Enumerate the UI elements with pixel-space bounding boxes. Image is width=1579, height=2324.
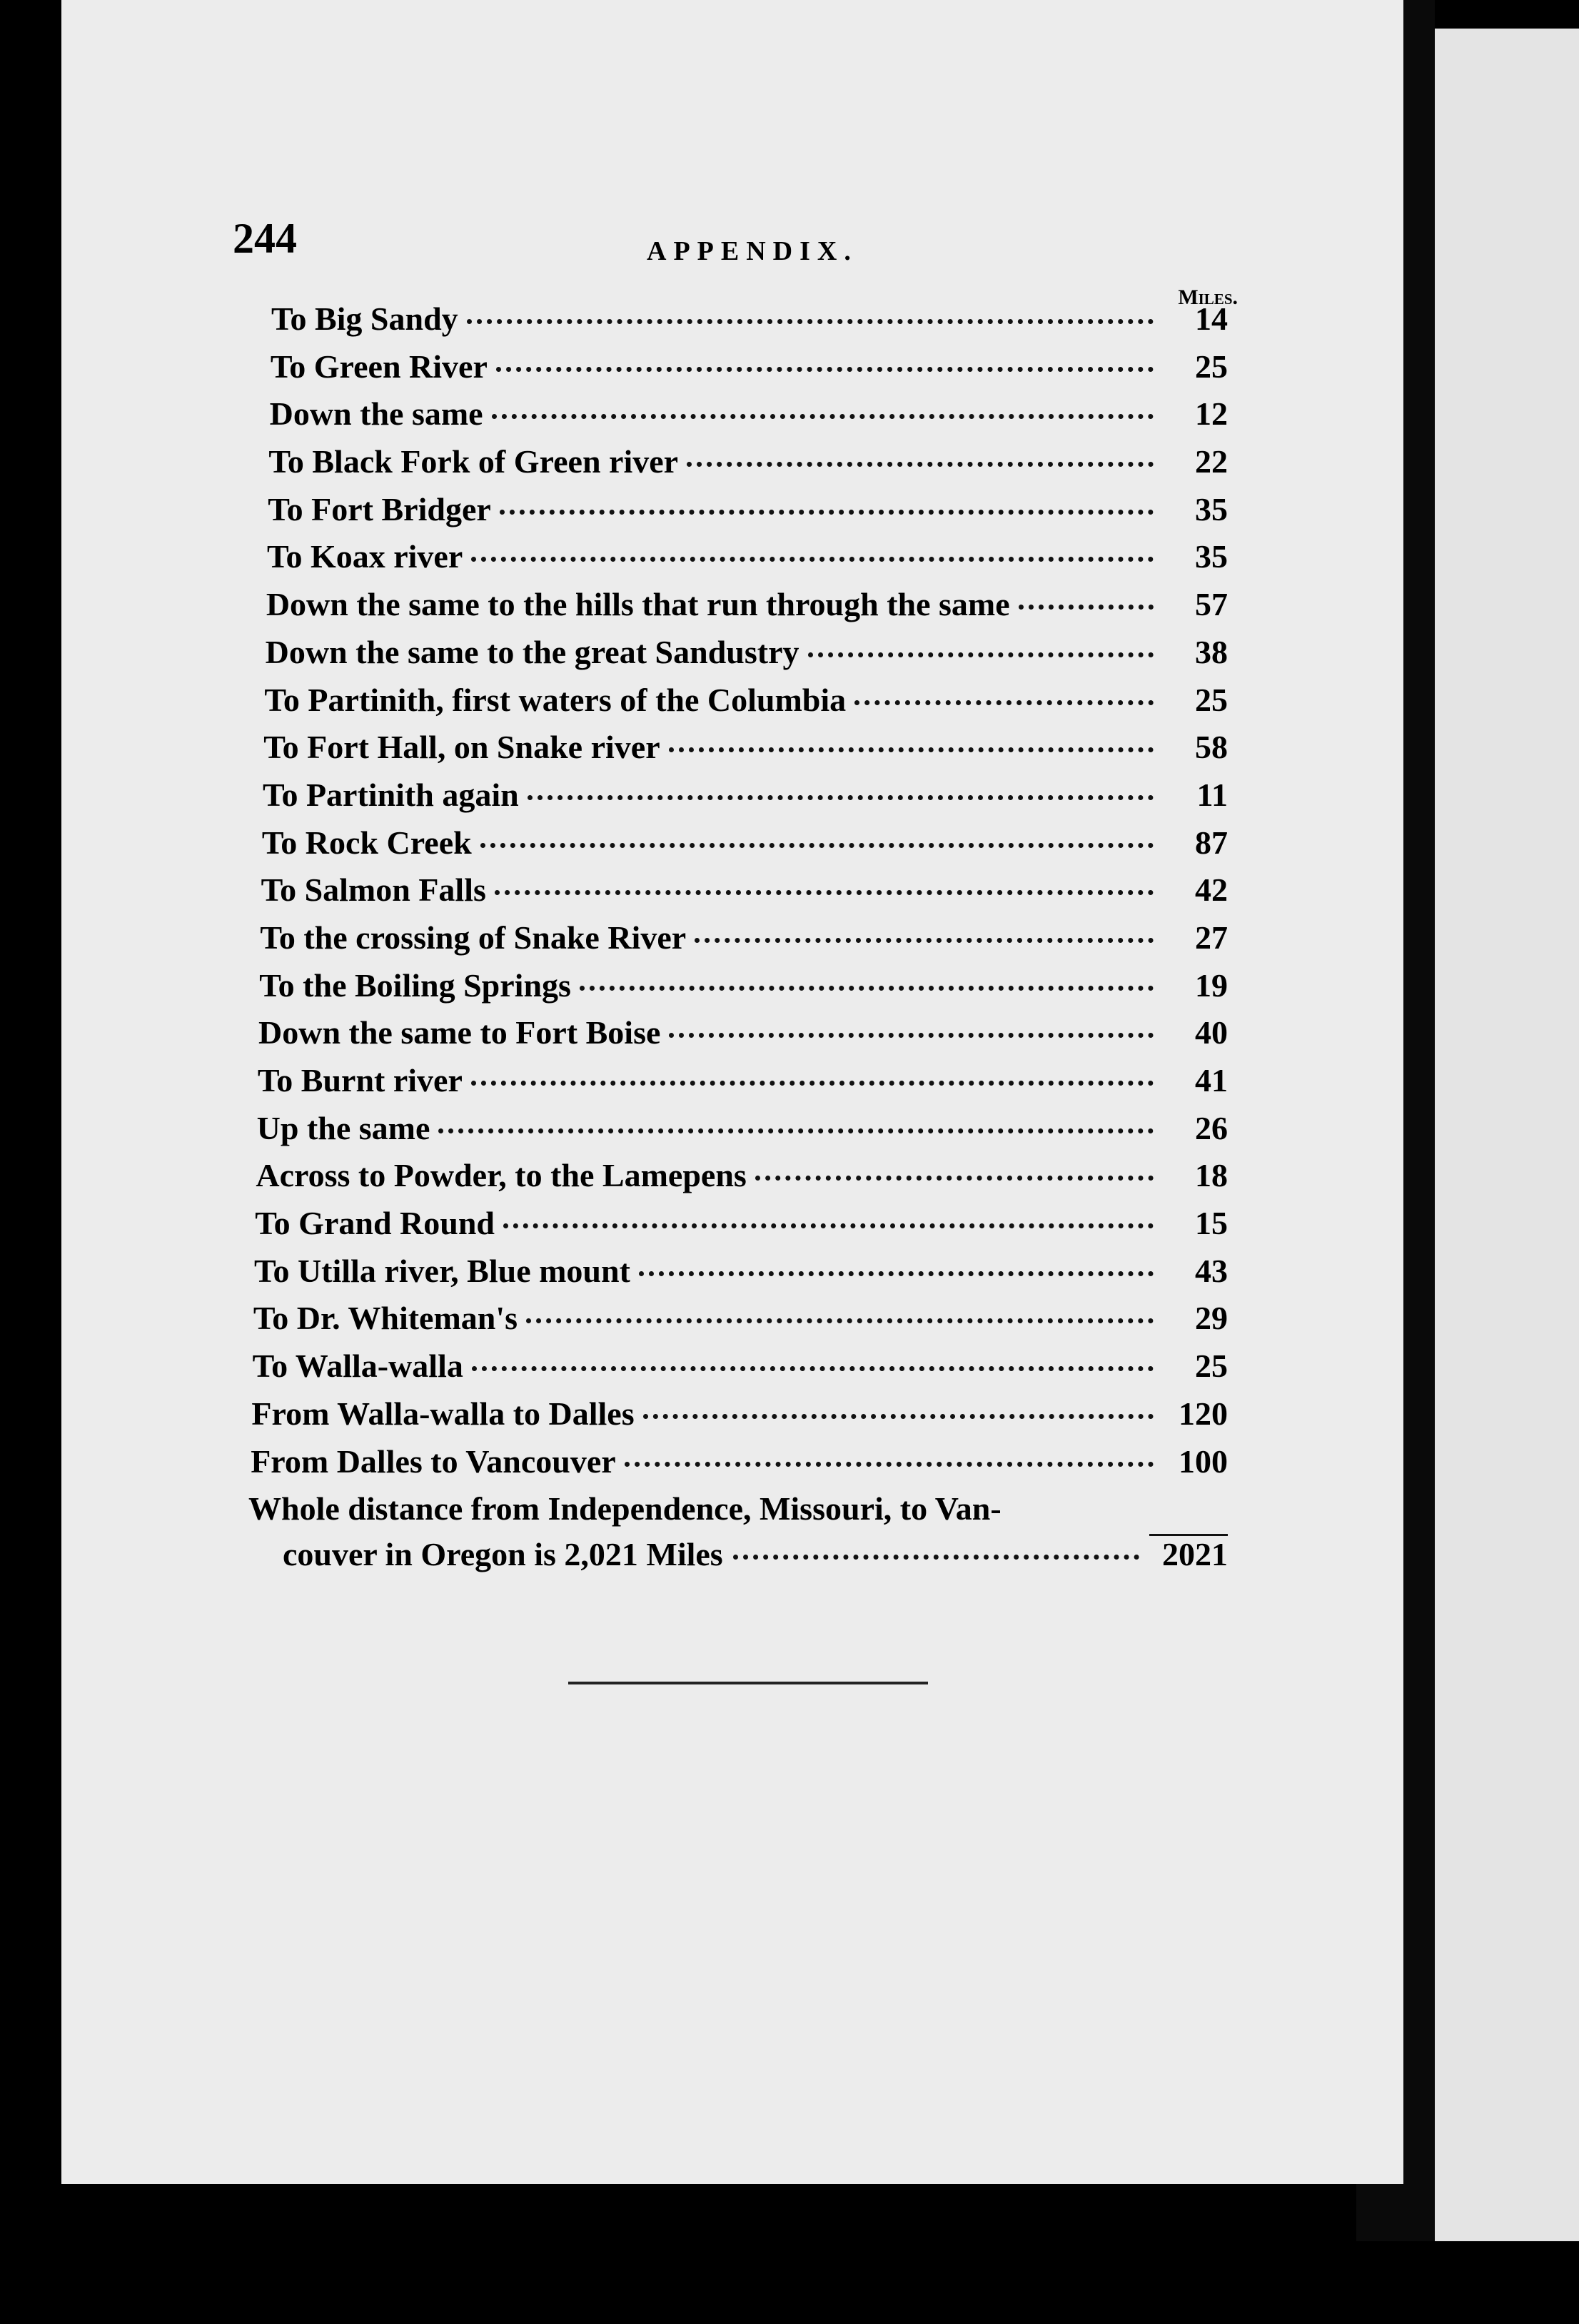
miles-value: 12 [1195,395,1228,433]
destination-label: To Utilla river, Blue mount [254,1252,630,1289]
distance-row [251,1443,1228,1490]
distance-row [258,1014,1228,1061]
dot-leader [580,986,1154,991]
distance-row [254,1252,1228,1300]
miles-value: 25 [1195,1348,1228,1385]
miles-value: 35 [1195,538,1228,575]
miles-value: 43 [1195,1252,1228,1289]
distance-row [261,871,1228,919]
dot-leader [496,367,1154,372]
distance-row [256,1156,1228,1204]
distance-row [266,633,1228,681]
destination-label: Down the same [269,395,483,433]
distance-row [271,300,1228,348]
miles-value: 27 [1195,919,1228,956]
dot-leader [687,462,1154,467]
distance-row [253,1299,1228,1347]
destination-label: Up the same [256,1109,430,1146]
destination-label: To the crossing of Snake River [260,919,687,956]
destination-label: To Partinith again [263,776,519,813]
destination-label: Across to Powder, to the Lamepens [256,1157,747,1194]
miles-value: 14 [1195,300,1228,337]
distance-row [257,1109,1228,1157]
dot-leader [471,1081,1154,1086]
page-header [233,214,1282,271]
destination-label: To Partinith, first waters of the Columbia [264,681,847,718]
destination-label: To Grand Round [255,1205,495,1242]
dot-leader [480,843,1154,848]
miles-value: 29 [1195,1300,1228,1337]
dot-leader [669,1033,1154,1038]
dot-leader [438,1128,1154,1133]
miles-value: 87 [1195,824,1228,861]
destination-label: To Dr. Whiteman's [253,1300,518,1337]
distance-row [268,490,1228,538]
distance-row [263,728,1228,776]
destination-label: From Dalles to Vancouver [251,1443,616,1480]
miles-value: 41 [1195,1062,1228,1098]
destination-label: Down the same to the hills that run through the same [266,586,1010,623]
distance-row [268,443,1228,490]
miles-value: 38 [1195,633,1228,670]
distance-row [267,537,1228,585]
distance-row [264,681,1228,729]
destination-label: To Koax river [267,538,463,575]
summary-line-1: Whole distance from Independence, Missouri, to Van- [248,1490,1002,1527]
dot-leader [495,890,1154,895]
dot-leader [695,938,1154,943]
destination-label: From Walla-walla to Dalles [251,1395,635,1432]
miles-value: 15 [1195,1205,1228,1242]
total-miles: 2021 [1149,1534,1228,1573]
distance-row [251,1395,1228,1443]
destination-label: To the Boiling Springs [259,966,571,1004]
distance-row [258,1061,1228,1109]
distance-row [271,348,1228,395]
dot-leader [755,1176,1154,1181]
destination-label: To Green River [270,348,488,385]
destination-label: To Big Sandy [271,300,458,337]
page-number: 244 [233,215,297,262]
destination-label: To Fort Bridger [268,490,491,527]
distance-row [263,776,1228,824]
distance-row [270,395,1228,443]
dot-leader [528,795,1154,800]
dot-leader [808,652,1154,657]
dot-leader [854,700,1154,705]
destination-label: To Salmon Falls [261,872,486,909]
destination-label: To Walla-walla [252,1348,463,1385]
destination-label: To Fort Hall, on Snake river [263,729,660,766]
distance-row [253,1347,1228,1395]
summary-line-2-row [248,1534,1228,1578]
miles-value: 25 [1195,348,1228,385]
dot-leader [492,414,1154,419]
distance-row [255,1204,1228,1252]
miles-value: 18 [1195,1157,1228,1194]
miles-value: 25 [1195,681,1228,718]
distance-table [248,300,1228,1578]
destination-label: To Black Fork of Green river [268,443,679,480]
miles-value: 11 [1196,776,1228,813]
miles-column-heading: Miles. [1178,286,1238,309]
section-rule [568,1682,928,1684]
facing-page-edge [1435,29,1579,2241]
miles-value: 120 [1179,1395,1228,1432]
dot-leader [643,1414,1154,1419]
distance-row [262,824,1228,872]
whole-distance-summary [248,1490,1228,1578]
distance-row [266,585,1228,633]
dot-leader [503,1223,1154,1228]
running-head: APPENDIX. [647,236,858,266]
dot-leader [526,1318,1154,1323]
miles-value: 100 [1179,1443,1228,1480]
distance-row [259,966,1228,1014]
distance-row [260,919,1228,966]
dot-leader [733,1555,1139,1560]
dot-leader [467,319,1154,324]
dot-leader [639,1271,1154,1276]
dot-leader [625,1462,1154,1467]
dot-leader [1019,605,1154,610]
miles-value: 40 [1195,1014,1228,1051]
miles-value: 42 [1195,872,1228,909]
summary-line-2: couver in Oregon is 2,021 Miles [283,1536,723,1573]
dot-leader [669,747,1154,752]
miles-value: 58 [1195,729,1228,766]
destination-label: Down the same to the great Sandustry [265,633,799,670]
miles-value: 19 [1195,966,1228,1004]
miles-value: 35 [1195,490,1228,527]
miles-value: 57 [1195,586,1228,623]
dot-leader [472,1366,1154,1371]
destination-label: Down the same to Fort Boise [258,1014,661,1051]
destination-label: To Rock Creek [261,824,472,861]
destination-label: To Burnt river [257,1062,463,1098]
dot-leader [500,510,1154,515]
miles-value: 26 [1195,1109,1228,1146]
dot-leader [471,557,1154,562]
miles-value: 22 [1195,443,1228,480]
